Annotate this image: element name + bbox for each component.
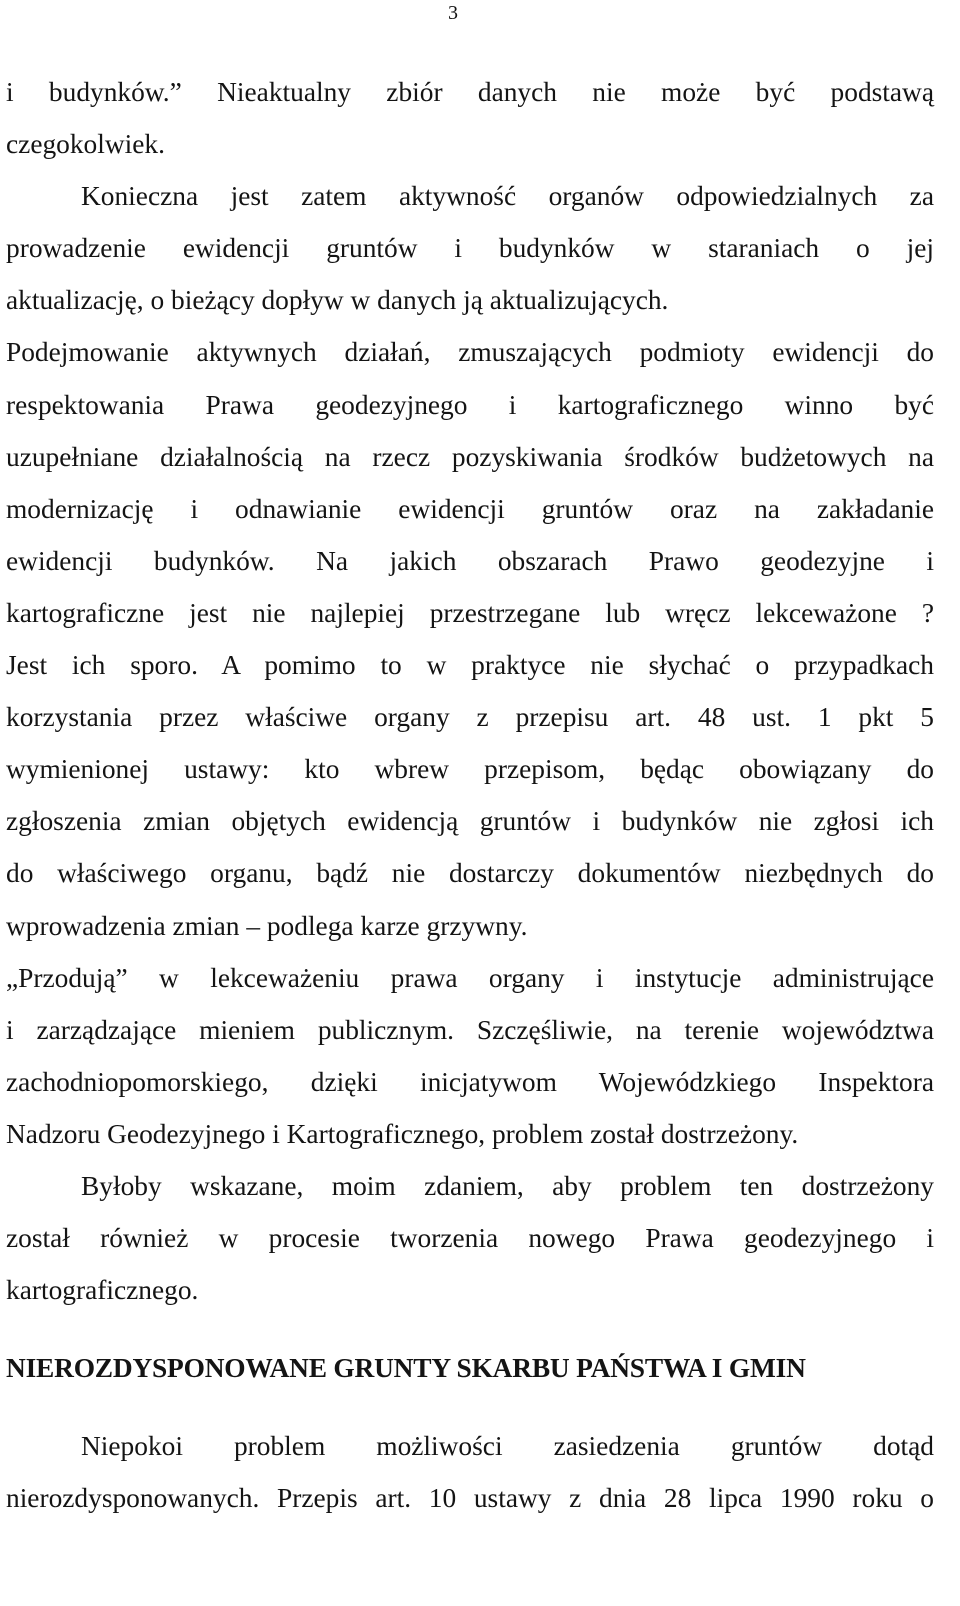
text-line: zachodniopomorskiego, dzięki inicjatywom Wojewódzkiego Inspektora <box>6 1066 934 1097</box>
text-line: prowadzenie ewidencji gruntów i budynków w staraniach o jej <box>6 233 934 264</box>
text-line: Jest ich sporo. A pomimo to w praktyce nie słychać o przypadkach <box>6 650 934 681</box>
paragraph-1 <box>6 66 934 170</box>
text-line: ewidencji budynków. Na jakich obszarach Prawo geodezyjne i <box>6 545 934 576</box>
text-line: aktualizację, o bieżący dopływ w danych ją aktualizujących. <box>6 285 669 316</box>
text-line: Nadzoru Geodezyjnego i Kartograficznego, problem został dostrzeżony. <box>6 1118 799 1149</box>
text-line: nierozdysponowanych. Przepis art. 10 ustawy z dnia 28 lipca 1990 roku o <box>6 1483 934 1514</box>
text-line: uzupełniane działalnością na rzecz pozyskiwania środków budżetowych na <box>6 441 934 472</box>
text-line: Niepokoi problem możliwości zasiedzenia gruntów dotąd <box>81 1431 934 1462</box>
text-line: wymienionej ustawy: kto wbrew przepisom, będąc obowiązany do <box>6 754 934 785</box>
paragraph-4 <box>6 1420 934 1524</box>
text-line: do właściwego organu, bądź nie dostarczy dokumentów niezbędnych do <box>6 858 934 889</box>
section-heading: NIEROZDYSPONOWANE GRUNTY SKARBU PAŃSTWA I GMIN <box>6 1353 806 1384</box>
document-body <box>6 66 934 1525</box>
text-line: Konieczna jest zatem aktywność organów odpowiedzialnych za <box>81 181 934 212</box>
text-line: kartograficznego. <box>6 1275 199 1306</box>
text-line: czegokolwiek. <box>6 129 165 160</box>
text-line: respektowania Prawa geodezyjnego i kartograficznego winno być <box>6 389 934 420</box>
text-line: zgłoszenia zmian objętych ewidencją gruntów i budynków nie zgłosi ich <box>6 806 934 837</box>
text-line: i zarządzające mieniem publicznym. Szczęśliwie, na terenie województwa <box>6 1014 934 1045</box>
text-line: „Przodują” w lekceważeniu prawa organy i instytucje administrujące <box>6 962 934 993</box>
page-number: 3 <box>448 2 458 24</box>
section-heading-wrapper <box>6 1342 934 1394</box>
text-line: Byłoby wskazane, moim zdaniem, aby problem ten dostrzeżony <box>81 1170 934 1201</box>
text-line: wprowadzenia zmian – podlega karze grzywny. <box>6 910 528 941</box>
text-line: kartograficzne jest nie najlepiej przestrzegane lub wręcz lekceważone ? <box>6 597 934 628</box>
text-line: modernizację i odnawianie ewidencji gruntów oraz na zakładanie <box>6 493 934 524</box>
text-line: Podejmowanie aktywnych działań, zmuszających podmioty ewidencji do <box>6 337 934 368</box>
text-line: i budynków.” Nieaktualny zbiór danych nie może być podstawą <box>6 77 934 107</box>
paragraph-2 <box>6 170 934 1160</box>
text-line: został również w procesie tworzenia nowego Prawa geodezyjnego i <box>6 1223 934 1254</box>
text-line: korzystania przez właściwe organy z przepisu art. 48 ust. 1 pkt 5 <box>6 702 934 733</box>
paragraph-3 <box>6 1160 934 1316</box>
